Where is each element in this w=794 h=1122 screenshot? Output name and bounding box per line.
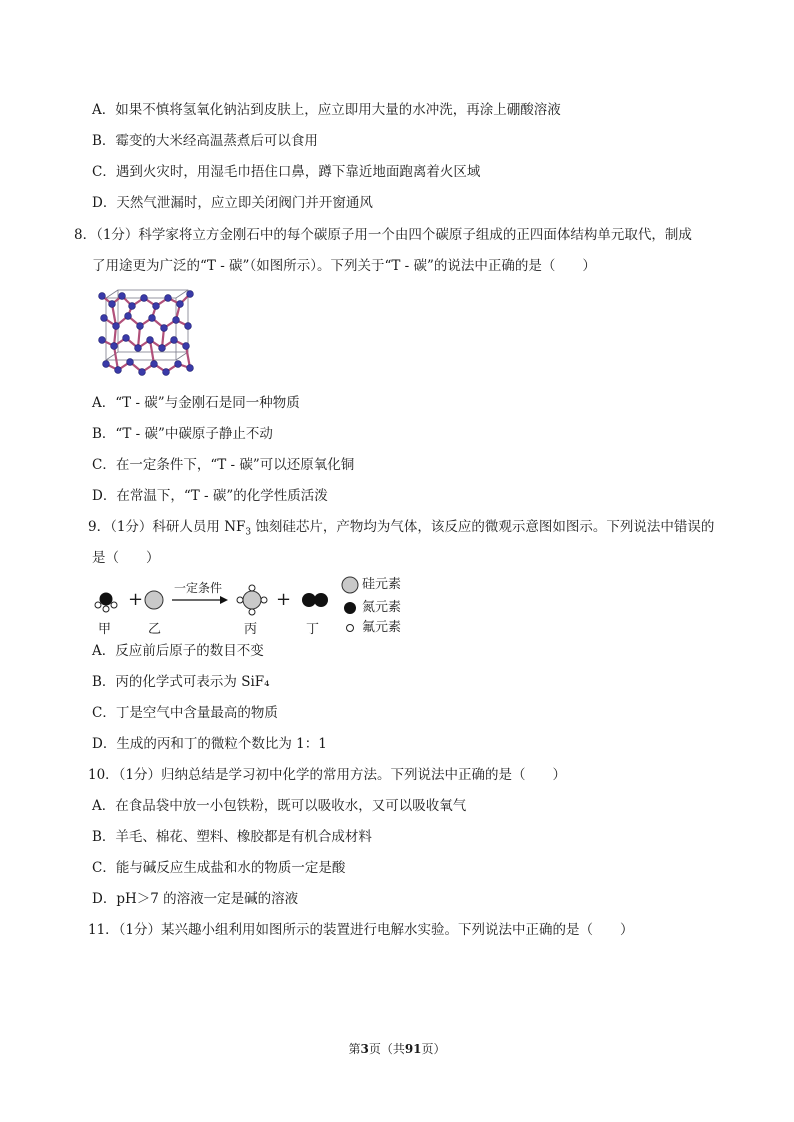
q10-option-a: A．在食品袋中放一小包铁粉，既可以吸收水，又可以吸收氧气 <box>92 798 467 814</box>
label-jia: 甲 <box>98 622 112 637</box>
label-yi: 乙 <box>148 622 162 637</box>
q10-stem: 10．（1分）归纳总结是学习初中化学的常用方法。下列说法中正确的是（ ） <box>88 767 567 783</box>
q9-stem-line1 <box>88 517 714 543</box>
legend-n-symbol <box>344 602 356 614</box>
q9-option-a: A．反应前后原子的数目不变 <box>92 643 264 659</box>
page-footer <box>0 1040 794 1058</box>
q7-option-b: B．霉变的大米经高温蒸煮后可以食用 <box>92 133 318 149</box>
legend-si-label: 硅元素 <box>362 577 402 592</box>
q9-stem-subscript: 3 <box>245 527 252 538</box>
molecule-bing <box>237 585 267 615</box>
q11-stem: 11．（1分）某兴趣小组利用如图所示的装置进行电解水实验。下列说法中正确的是（ ） <box>88 922 634 938</box>
label-bing: 丙 <box>244 622 258 637</box>
q8-stem-line2: 了用途更为广泛的“T - 碳”（如图所示）。下列关于“T - 碳”的说法中正确的是（ ） <box>92 258 596 274</box>
q8-option-d: D．在常温下，“T - 碳”的化学性质活泼 <box>92 488 328 504</box>
q8-option-c: C．在一定条件下，“T - 碳”可以还原氧化铜 <box>92 457 355 473</box>
label-ding: 丁 <box>306 622 320 637</box>
plus-sign-2: + <box>276 589 292 610</box>
q7-option-c: C．遇到火灾时，用湿毛巾捂住口鼻，蹲下靠近地面跑离着火区域 <box>92 164 481 180</box>
q9-stem-post: 蚀刻硅芯片，产物均为气体，该反应的微观示意图如图示。下列说法中错误的 <box>251 519 715 535</box>
q7-option-a: A．如果不慎将氢氧化钠沾到皮肤上，应立即用大量的水冲洗，再涂上硼酸溶液 <box>92 102 561 118</box>
molecule-ding <box>302 593 328 607</box>
q8-option-a: A．“T - 碳”与金刚石是同一种物质 <box>92 395 300 411</box>
legend-n-label: 氮元素 <box>362 600 402 615</box>
reaction-diagram <box>92 574 422 640</box>
q10-option-d: D．pH＞7 的溶液一定是碱的溶液 <box>92 891 299 907</box>
q8-option-b: B．“T - 碳”中碳原子静止不动 <box>92 426 273 442</box>
t-carbon-structure-figure <box>92 284 198 380</box>
legend-f-symbol <box>347 625 354 632</box>
q10-option-c: C．能与碱反应生成盐和水的物质一定是酸 <box>92 860 346 876</box>
q9-option-c: C．丁是空气中含量最高的物质 <box>92 705 278 721</box>
q10-option-b: B．羊毛、棉花、塑料、橡胶都是有机合成材料 <box>92 829 372 845</box>
q9-option-b: B．丙的化学式可表示为 SiF₄ <box>92 674 270 690</box>
q9-stem-pre: 9．（1分）科研人员用 NF <box>88 519 246 535</box>
q7-option-d: D．天然气泄漏时，应立即关闭阀门并开窗通风 <box>92 195 373 211</box>
plus-sign-1: + <box>128 589 144 610</box>
footer-post: 页） <box>421 1042 446 1056</box>
footer-mid: 页（共 <box>368 1042 405 1056</box>
footer-total-pages: 91 <box>404 1042 422 1056</box>
q9-stem-line2: 是（ ） <box>92 550 160 566</box>
q8-stem-line1: 8．（1分）科学家将立方金刚石中的每个碳原子用一个由四个碳原子组成的正四面体结构单元取代，制成 <box>74 227 692 243</box>
legend-f-label: 氟元素 <box>362 620 402 635</box>
legend-si-symbol <box>342 577 358 593</box>
reaction-condition: 一定条件 <box>174 581 223 595</box>
q9-option-d: D．生成的丙和丁的微粒个数比为 1：1 <box>92 736 327 752</box>
footer-pre: 第 <box>348 1042 361 1056</box>
atom-yi <box>145 591 163 609</box>
footer-page-number: 3 <box>360 1042 369 1056</box>
molecule-jia <box>95 593 117 613</box>
